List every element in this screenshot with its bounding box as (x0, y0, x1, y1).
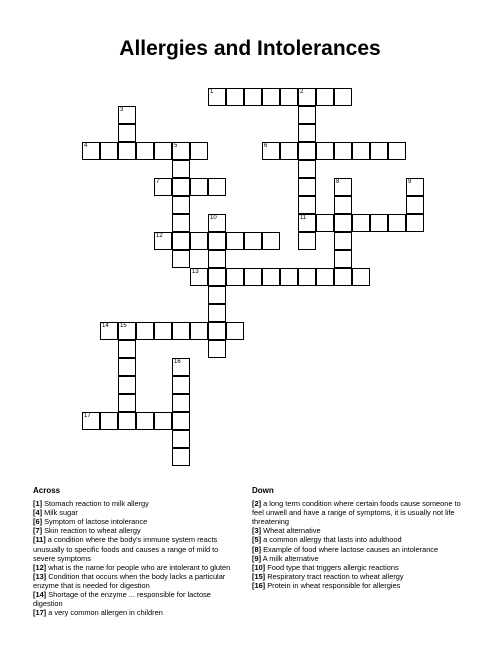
grid-cell[interactable] (244, 268, 262, 286)
grid-cell[interactable] (280, 88, 298, 106)
grid-cell[interactable] (226, 232, 244, 250)
grid-cell[interactable] (208, 268, 226, 286)
cell-number: 5 (174, 143, 178, 149)
grid-cell[interactable] (244, 88, 262, 106)
clue-number: [9] (252, 553, 262, 563)
clue-number: [16] (252, 580, 266, 590)
grid-cell[interactable] (298, 214, 316, 232)
grid-cell[interactable] (208, 304, 226, 322)
grid-cell[interactable] (172, 142, 190, 160)
grid-cell[interactable] (118, 124, 136, 142)
clue-text: Food type that triggers allergic reactions (265, 562, 399, 572)
grid-cell[interactable] (352, 142, 370, 160)
clue-number: [17] (33, 608, 47, 618)
grid-cell[interactable] (406, 214, 424, 232)
grid-cell[interactable] (316, 88, 334, 106)
grid-cell[interactable] (172, 394, 190, 412)
grid-cell[interactable] (298, 124, 316, 142)
clue-text: Protein in wheat responsible for allergies (265, 580, 401, 590)
grid-cell[interactable] (208, 214, 226, 232)
clue-text: Shortage of the enzyme ... responsible for lactose digestion (33, 590, 211, 609)
grid-cell[interactable] (244, 232, 262, 250)
grid-cell[interactable] (334, 214, 352, 232)
clue-text: Symptom of lactose intolerance (42, 517, 148, 527)
cell-number: 16 (174, 359, 181, 365)
clue-text: Example of food where lactose causes an intolerance (261, 544, 439, 554)
grid-cell[interactable] (100, 412, 118, 430)
grid-cell[interactable] (118, 340, 136, 358)
down-clue (252, 554, 472, 563)
grid-cell[interactable] (262, 88, 280, 106)
clue-number: [12] (33, 562, 47, 572)
grid-cell[interactable] (118, 376, 136, 394)
grid-cell[interactable] (226, 88, 244, 106)
grid-cell[interactable] (172, 250, 190, 268)
grid-cell[interactable] (82, 412, 100, 430)
grid-cell[interactable] (172, 196, 190, 214)
down-clue (252, 535, 472, 544)
grid-cell[interactable] (280, 268, 298, 286)
grid-cell[interactable] (406, 196, 424, 214)
grid-cell[interactable] (154, 412, 172, 430)
grid-cell[interactable] (298, 106, 316, 124)
cell-number: 17 (84, 413, 91, 419)
grid-cell[interactable] (388, 142, 406, 160)
cell-number: 14 (102, 323, 109, 329)
clue-text: Condition that occurs when the body lacks a particular enzyme that is needed for digestion (33, 571, 226, 590)
grid-cell[interactable] (370, 214, 388, 232)
grid-cell[interactable] (280, 142, 298, 160)
grid-cell[interactable] (208, 286, 226, 304)
grid-cell[interactable] (190, 178, 208, 196)
grid-cell[interactable] (298, 268, 316, 286)
grid-cell[interactable] (154, 322, 172, 340)
clue-text: Milk sugar (42, 508, 78, 518)
grid-cell[interactable] (334, 196, 352, 214)
cell-number: 11 (300, 215, 307, 221)
clue-number: [10] (252, 562, 266, 572)
grid-cell[interactable] (334, 178, 352, 196)
clue-text: a long term condition where certain foods cause someone to feel unwell and have a range of symptoms, it is usually not life threatening (252, 499, 461, 527)
grid-cell[interactable] (208, 232, 226, 250)
grid-cell[interactable] (226, 268, 244, 286)
clue-number: [13] (33, 571, 47, 581)
grid-cell[interactable] (334, 88, 352, 106)
grid-cell[interactable] (262, 232, 280, 250)
grid-cell[interactable] (334, 232, 352, 250)
clue-number: [5] (252, 535, 262, 545)
grid-cell[interactable] (370, 142, 388, 160)
grid-cell[interactable] (118, 358, 136, 376)
grid-cell[interactable] (172, 448, 190, 466)
grid-cell[interactable] (118, 322, 136, 340)
cell-number: 7 (156, 179, 160, 185)
grid-cell[interactable] (298, 88, 316, 106)
cell-number: 6 (264, 143, 268, 149)
clue-number: [14] (33, 590, 47, 600)
cell-number: 3 (120, 107, 124, 113)
grid-cell[interactable] (190, 322, 208, 340)
grid-cell[interactable] (172, 232, 190, 250)
cell-number: 12 (156, 233, 163, 239)
clue-number: [2] (252, 499, 262, 509)
grid-cell[interactable] (172, 322, 190, 340)
cell-number: 4 (84, 143, 88, 149)
grid-cell[interactable] (154, 232, 172, 250)
across-clue (33, 508, 241, 517)
across-heading: Across (33, 486, 61, 495)
clue-number: [8] (252, 544, 262, 554)
grid-cell[interactable] (352, 214, 370, 232)
grid-cell[interactable] (226, 322, 244, 340)
grid-cell[interactable] (406, 178, 424, 196)
clue-text: Respiratory tract reaction to wheat allergy (265, 571, 404, 581)
down-clue (252, 545, 472, 554)
cell-number: 8 (336, 179, 340, 185)
clue-number: [3] (252, 526, 262, 536)
across-clue (33, 590, 241, 608)
grid-cell[interactable] (154, 142, 172, 160)
grid-cell[interactable] (136, 142, 154, 160)
grid-cell[interactable] (118, 106, 136, 124)
clue-text: Wheat alternative (261, 526, 321, 536)
down-clue (252, 563, 472, 572)
grid-cell[interactable] (190, 232, 208, 250)
grid-cell[interactable] (100, 322, 118, 340)
clue-text: A milk alternative (261, 553, 319, 563)
grid-cell[interactable] (136, 412, 154, 430)
clue-number: [15] (252, 571, 266, 581)
grid-cell[interactable] (262, 268, 280, 286)
grid-cell[interactable] (208, 88, 226, 106)
cell-number: 10 (210, 215, 217, 221)
grid-cell[interactable] (172, 430, 190, 448)
clue-text: Stomach reaction to milk allergy (42, 499, 149, 509)
grid-cell[interactable] (298, 178, 316, 196)
across-clue (33, 526, 241, 535)
clue-number: [1] (33, 499, 43, 509)
grid-cell[interactable] (118, 394, 136, 412)
grid-cell[interactable] (388, 214, 406, 232)
cell-number: 13 (192, 269, 199, 275)
down-clue (252, 499, 472, 526)
grid-cell[interactable] (172, 160, 190, 178)
across-clue (33, 517, 241, 526)
clue-number: [6] (33, 517, 43, 527)
clue-text: a very common allergen in children (46, 608, 163, 618)
grid-cell[interactable] (334, 250, 352, 268)
grid-cell[interactable] (190, 268, 208, 286)
cell-number: 2 (300, 89, 304, 95)
grid-cell[interactable] (352, 268, 370, 286)
grid-cell[interactable] (298, 232, 316, 250)
grid-cell[interactable] (208, 322, 226, 340)
across-clue (33, 572, 241, 590)
across-clue (33, 499, 241, 508)
grid-cell[interactable] (316, 142, 334, 160)
clue-text: Skin reaction to wheat allergy (42, 526, 141, 536)
cell-number: 9 (408, 179, 412, 185)
down-clue (252, 572, 472, 581)
grid-cell[interactable] (316, 268, 334, 286)
grid-cell[interactable] (172, 376, 190, 394)
clue-number: [4] (33, 508, 43, 518)
cell-number: 1 (210, 89, 214, 95)
clue-text: a condition where the body's immune system reacts unusually to specific foods and causes a range of mild to severe symptoms (33, 535, 219, 563)
grid-cell[interactable] (190, 142, 208, 160)
grid-cell[interactable] (82, 142, 100, 160)
down-clue-list (252, 486, 472, 590)
grid-cell[interactable] (172, 358, 190, 376)
across-clue (33, 563, 241, 572)
grid-cell[interactable] (334, 142, 352, 160)
grid-cell[interactable] (298, 160, 316, 178)
grid-cell[interactable] (118, 412, 136, 430)
across-clue-list (33, 486, 241, 617)
across-clue (33, 535, 241, 562)
clue-number: [11] (33, 535, 46, 545)
grid-cell[interactable] (334, 268, 352, 286)
clue-text: what is the name for people who are intolerant to gluten (46, 562, 231, 572)
grid-cell[interactable] (136, 322, 154, 340)
grid-cell[interactable] (262, 142, 280, 160)
grid-cell[interactable] (208, 340, 226, 358)
grid-cell[interactable] (154, 178, 172, 196)
grid-cell[interactable] (316, 214, 334, 232)
grid-cell[interactable] (298, 196, 316, 214)
cell-number: 15 (120, 323, 127, 329)
grid-cell[interactable] (100, 142, 118, 160)
down-clue (252, 526, 472, 535)
grid-cell[interactable] (298, 142, 316, 160)
grid-cell[interactable] (172, 412, 190, 430)
grid-cell[interactable] (172, 214, 190, 232)
grid-cell[interactable] (172, 178, 190, 196)
page-title: Allergies and Intolerances (119, 37, 381, 60)
across-clue (33, 608, 241, 617)
grid-cell[interactable] (208, 178, 226, 196)
clue-text: a common allergy that lasts into adulthood (261, 535, 402, 545)
grid-cell[interactable] (118, 142, 136, 160)
down-clue (252, 581, 472, 590)
clue-number: [7] (33, 526, 43, 536)
grid-cell[interactable] (208, 250, 226, 268)
down-heading: Down (252, 486, 274, 495)
